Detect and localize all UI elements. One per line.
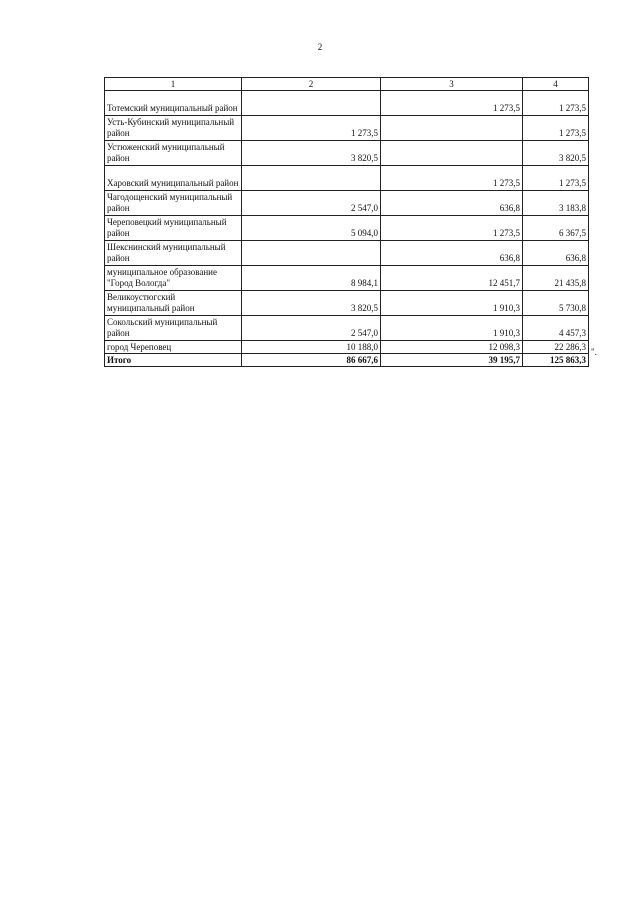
value-col2-cell	[242, 91, 381, 116]
table-row	[105, 241, 589, 266]
total-col3: 39 195,7	[381, 354, 523, 367]
value-col3-cell: 1 273,5	[381, 166, 523, 191]
value-col3-cell: 1 273,5	[381, 91, 523, 116]
value-col4-cell: 1 273,5	[523, 91, 589, 116]
table-row	[105, 316, 589, 341]
table-row	[105, 341, 589, 354]
header-cell: 4	[523, 78, 589, 91]
district-name-cell: Череповецкий муниципальный район	[105, 216, 242, 241]
value-col2-cell: 10 188,0	[242, 341, 381, 354]
district-name-cell: Усть-Кубинский муниципальный район	[105, 116, 242, 141]
header-cell: 1	[105, 78, 242, 91]
district-name-cell: Устюженский муниципальный район	[105, 141, 242, 166]
table-row	[105, 141, 589, 166]
value-col3-cell: 1 910,3	[381, 291, 523, 316]
value-col4-cell: 4 457,3	[523, 316, 589, 341]
value-col2-cell	[242, 166, 381, 191]
district-name-cell: Чагодощенский муниципальный район	[105, 191, 242, 216]
value-col2-cell: 2 547,0	[242, 191, 381, 216]
value-col2-cell: 1 273,5	[242, 116, 381, 141]
value-col3-cell	[381, 116, 523, 141]
header-cell: 3	[381, 78, 523, 91]
value-col3-cell	[381, 141, 523, 166]
value-col3-cell: 636,8	[381, 191, 523, 216]
value-col2-cell: 5 094,0	[242, 216, 381, 241]
value-col4-cell: 636,8	[523, 241, 589, 266]
allocation-table	[104, 77, 589, 367]
table-row	[105, 166, 589, 191]
value-col4-cell: 5 730,8	[523, 291, 589, 316]
district-name-cell: Сокольский муниципальный район	[105, 316, 242, 341]
district-name-cell: Харовский муниципальный район	[105, 166, 242, 191]
total-col4: 125 863,3	[523, 354, 589, 367]
value-col2-cell: 3 820,5	[242, 291, 381, 316]
district-name-cell: Великоустюгский муниципальный район	[105, 291, 242, 316]
district-name-cell: город Череповец	[105, 341, 242, 354]
value-col2-cell: 3 820,5	[242, 141, 381, 166]
table-row	[105, 266, 589, 291]
value-col4-cell: 21 435,8	[523, 266, 589, 291]
value-col3-cell: 636,8	[381, 241, 523, 266]
value-col4-cell: 3 183,8	[523, 191, 589, 216]
value-col2-cell	[242, 241, 381, 266]
district-name-cell: Шекснинский муниципальный район	[105, 241, 242, 266]
value-col3-cell: 12 098,3	[381, 341, 523, 354]
page-number: 2	[317, 42, 323, 52]
table-body	[105, 91, 589, 367]
value-col4-cell: 3 820,5	[523, 141, 589, 166]
table-row	[105, 291, 589, 316]
table-row	[105, 116, 589, 141]
value-col3-cell: 1 273,5	[381, 216, 523, 241]
value-col3-cell: 12 451,7	[381, 266, 523, 291]
table-row	[105, 91, 589, 116]
table-row	[105, 191, 589, 216]
value-col2-cell: 8 984,1	[242, 266, 381, 291]
total-row	[105, 354, 589, 367]
value-col4-cell: 1 273,5	[523, 166, 589, 191]
value-col2-cell: 2 547,0	[242, 316, 381, 341]
value-col4-cell: 1 273,5	[523, 116, 589, 141]
header-row	[105, 78, 589, 91]
district-name-cell: муниципальное образование "Город Вологда"	[105, 266, 242, 291]
header-cell: 2	[242, 78, 381, 91]
total-label: Итого	[105, 354, 242, 367]
value-col4-cell: 6 367,5	[523, 216, 589, 241]
district-name-cell: Тотемский муниципальный район	[105, 91, 242, 116]
total-col2: 86 667,6	[242, 354, 381, 367]
value-col3-cell: 1 910,3	[381, 316, 523, 341]
value-col4-cell: 22 286,3	[523, 341, 589, 354]
table-row	[105, 216, 589, 241]
closing-quote: ".	[591, 347, 597, 357]
